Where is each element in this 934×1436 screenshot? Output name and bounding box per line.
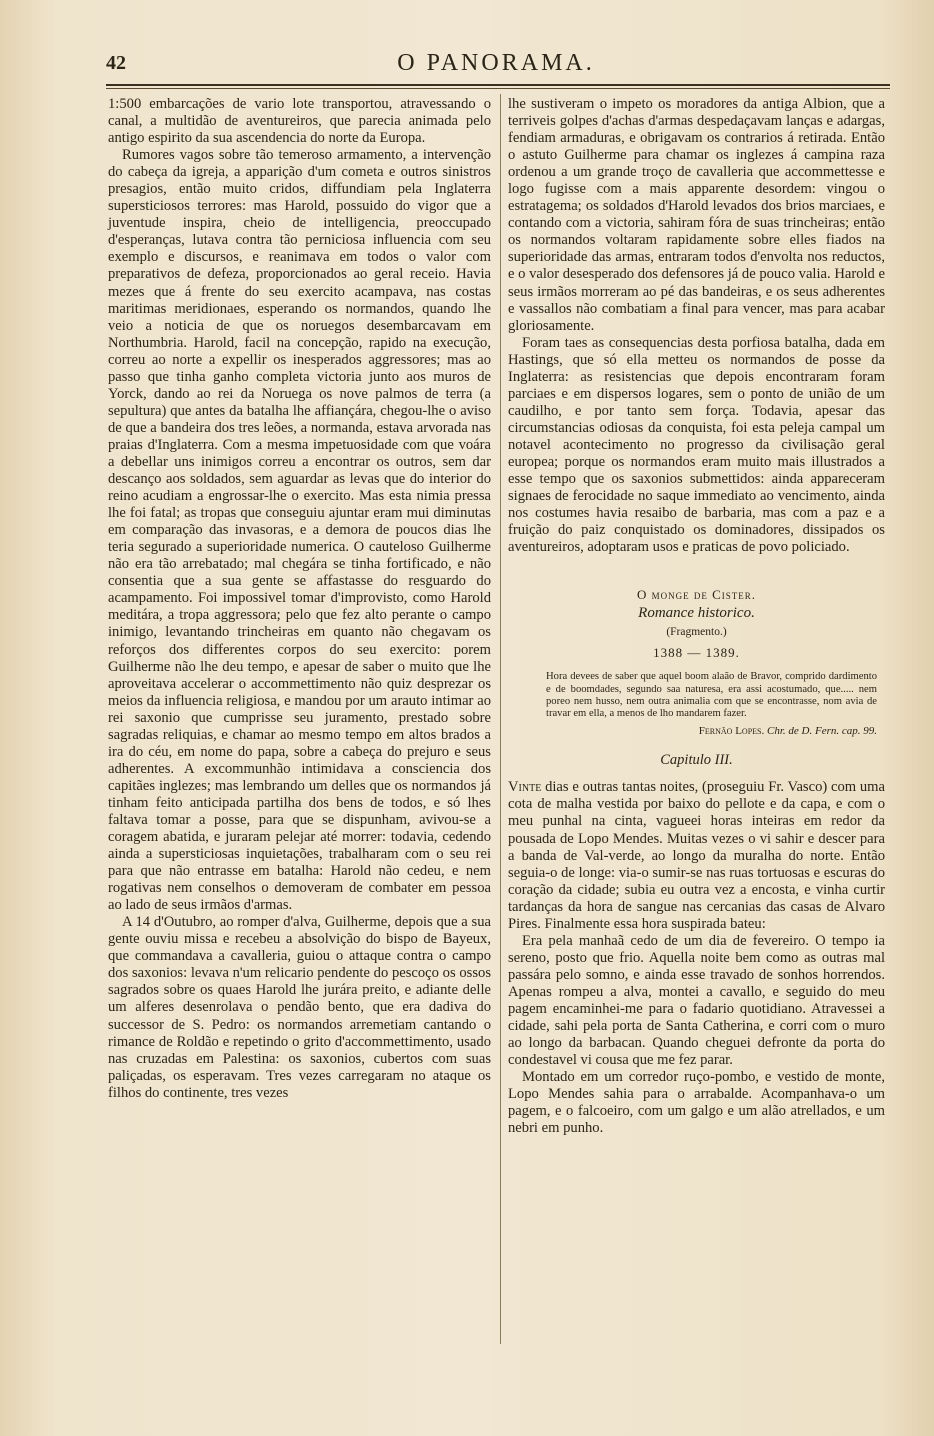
first-word: Vinte — [508, 779, 542, 796]
journal-title: O PANORAMA. — [397, 50, 595, 76]
page-header — [106, 40, 886, 82]
paragraph: Foram taes as consequencias desta porfiosa batalha, dada em Hastings, que só ella metteu os normandos de posse da Inglaterra: as resistencias que depois encontraram foram parciaes e em dispersos logares, sem o ponto de união de um caudilho, e por tanto sem força. Todavia, apesar das circumstancias odiosas da conquista, foi esta peleja campal um notavel acontecimento no progresso da civilisação geral europea; porque os normandos eram muito mais illustrados a esse tempo que os saxonios submettidos: ainda appareceram signaes de ferocidade no saque immediato ao vencimento, ainda nos costumes havia resaibo de barbaria, mas com a paz e a fruição do paiz conquistado os dominadores, dissipados os aventureiros, adoptaram usos e praticas de povo policiado. — [508, 334, 885, 556]
fragment-note: (Fragmento.) — [666, 626, 727, 639]
article-heading — [508, 586, 885, 661]
left-column — [108, 96, 491, 1102]
paragraph: A 14 d'Outubro, ao romper d'alva, Guilherme, depois que a sua gente ouviu missa e recebeu a absolvição do bispo de Bayeux, que commandava a cavalleria, guiou o attaque contra o campo dos saxonios: levava n'um relicario pendente do pescoço os ossos sagrados sobre os quaes Harold lhe jurára preito, e adiante delle um alferes desenrolava o pendão bento, que era dadiva do successor de S. Pedro: os normandos arremetiam cantando o rimance de Roldão e repetindo o grito d'accommettimento, usado nas cruzadas em Palestina: os saxonios, cubertos com suas paliçadas, os esperavam. Tres vezes carregaram no ataque os filhos do continente, tres vezes — [108, 914, 491, 1101]
article-years: 1388 — 1389. — [653, 645, 740, 661]
paragraph-text: dias e outras tantas noites, (proseguiu Fr. Vasco) com uma cota de malha vestida por baixo do pellote e da capa, e com o meu punhal na cinta, vagueei horas inteiras em redor da pousada de Lopo Mendes. Muitas vezes o vi sahir e descer para a banda de Val-verde, ao longo da muralha do norte. Então seguia-o de longe: via-o sumir-se nas ruas tortuosas e escuras do coração da cidade; subia eu outra vez a encosta, e vinha curtir tardanças da hora de sangue nas cercanias das casas de Alvaro Pires. Finalmente essa hora suspirada bateu: — [508, 779, 886, 932]
paragraph: Rumores vagos sobre tão temeroso armamento, a intervenção do cabeça da igreja, a apparição d'um cometa e outros sinistros presagios, então muito cridos, diffundiam pela Inglaterra supersticiosos terrores: mas Harold, possuido do vigor que a juventude inspira, cheio de intelligencia, preoccupado d'esperanças, lutava contra tão perniciosa influencia com seu exemplo e discursos, e reanimava em todos o valor com preparativos de defeza, proporcionados ao geral receio. Havia mezes que á frente do seu exercito acampava, nas costas maritimas meridionaes, esperando os normandos, quando lhe veio a noticia de que os noruegos desembarcavam em Northumbria. Harold, facil na concepção, rapido na execução, correu ao norte a expellir os inesperados aggressores; mas ao passo que tinha ganho completa victoria junto aos muros de Yorck, dando ao rei da Noruega os nove palmos de terra (a sepultura) que antes da batalha lhe affiançára, chegou-lhe o aviso de que a bandeira dos tres leões, a normanda, estava arvorada nas praias d'Inglaterra. Com a mesma impetuosidade com que voára a debellar uns inimigos correu a encontrar os outros, sem dar descanço aos soldados, sem aguardar as levas que do interior do reino acudiam a engrossar-lhe o exercito. Mas esta nimia pressa lhe foi fatal; as tropas que conseguiu ajuntar eram mui diminutas em comparação das invasoras, e a demora de poucos dias lhe teria segurado a superioridade numerica. O cauteloso Guilherme não era tão arrebatado; mal chegára se tinha fortificado, e não consentia que a sua gente se affastasse do resguardo do acampamento. Foi impossivel tomar d'improvisto, como Harold meditára, a tropa aggressora; pelo que fez alto perante o campo inimigo, levantando trincheiras em quanto não chegavam os reforços dos differentes corpos do seu exercito: porem Guilherme não lhe deu tempo, e apesar de saber o muito que lhe aproveitava accelerar o accommettimento não quiz desprezar os meios da influencia religiosa, e mandou por um arauto intimar ao rei saxonio que cumprisse seu juramento, prestado sobre sagradas reliquias, e chamar ao mesmo tempo em altos brados a ira do céu, em nome do papa, sobre a cabeça do prejuro e seus adherentes. A excommunhão intimidava a consciencia dos capitães inglezes; mas lembrando um delles que os normandos já tinham feito anticipada partilha dos bens de todos, e só lhes faltava tomar a posse, para que se dispunham, avivou-se a coragem abatida, e juraram pelejar até morrer: todavia, cedendo ainda a supersticiosas inquietações, trabalharam com o seu rei para que não entrasse em batalha: Harold não cedeu, e nem rogativas nem conselhos o demoveram de combater em pessoa ao lado de seus irmãos d'armas. — [108, 147, 491, 914]
article-subtitle: Romance historico. — [638, 605, 755, 622]
header-rule-thin — [106, 88, 890, 89]
epigraph: Hora devees de saber que aquel boom alaão de Bravor, comprido dardimento e de boomdades, segundo saa naturesa, era assi acostumado, que..... nem poreo nem husso, nem outra animalia com que se encontrasse, nom avia de travar em ella, a menos de lho mandarem fazer. — [546, 671, 877, 720]
header-rule-thick — [106, 84, 890, 86]
chapter-heading: Capitulo III. — [660, 752, 733, 769]
epigraph-source — [508, 723, 877, 740]
right-column — [508, 96, 885, 1137]
epigraph-author: Fernão Lopes. — [698, 725, 765, 738]
paragraph: Era pela manhaã cedo de um dia de fevereiro. O tempo ia sereno, posto que frio. Aquella noite bem como as outras mal passára pelo somno, e ainda esse travado de sonhos horrendos. Apenas rompeu a alva, montei a cavallo, e seguido do meu pagem encaminhei-me para o fadario quotidiano. Atravessei a cidade, sahi pela porta de Santa Catherina, e corri com o muro ao longo da barbacan. Quando cheguei defronte da porta do condestavel vi cousa que me fez parar. — [508, 932, 885, 1069]
paragraph: Montado em um corredor ruço-pombo, e vestido de monte, Lopo Mendes sahia para o arrabalde. Acompanhava-o um pagem, e o falcoeiro, com um galgo e um alão atrellados, e um nebri em punho. — [508, 1069, 885, 1137]
page-number: 42 — [106, 52, 126, 74]
epigraph-work: Chr. de D. Fern. cap. 99. — [767, 725, 877, 738]
paragraph — [508, 779, 885, 932]
article-title: O monge de Cister. — [636, 587, 757, 603]
column-divider — [500, 94, 501, 1344]
paragraph: 1:500 embarcações de vario lote transportou, atravessando o canal, a multidão de aventureiros, que parecia animada pelo antigo espirito da sua ascendencia do norte da Europa. — [108, 96, 491, 147]
continued-paragraph: lhe sustiveram o impeto os moradores da antiga Albion, que a terriveis golpes d'achas d'armas despedaçavam lanças e adargas, fendiam armaduras, e obrigavam os contrarios á retirada. Então o astuto Guilherme para chamar os inglezes á campina raza ordenou a um grande troço de cavalleria que accommettesse e logo fugisse com a mais apparente desordem: vingou o estratagema; os soldados d'Harold levados dos brios marciaes, e contando com a victoria, sahiram fóra de suas trincheiras; então os normandos voltaram rapidamente sobre elles fiados na superioridade das armas, entraram todos d'envolta nos reductos, e o valor desesperado dos defensores já de pouco valia. Harold e seus irmãos morreram ao pé das bandeiras, e os seus adherentes e vassallos não combatiam a final para vencer, mas para acabar gloriosamente. — [508, 96, 885, 334]
